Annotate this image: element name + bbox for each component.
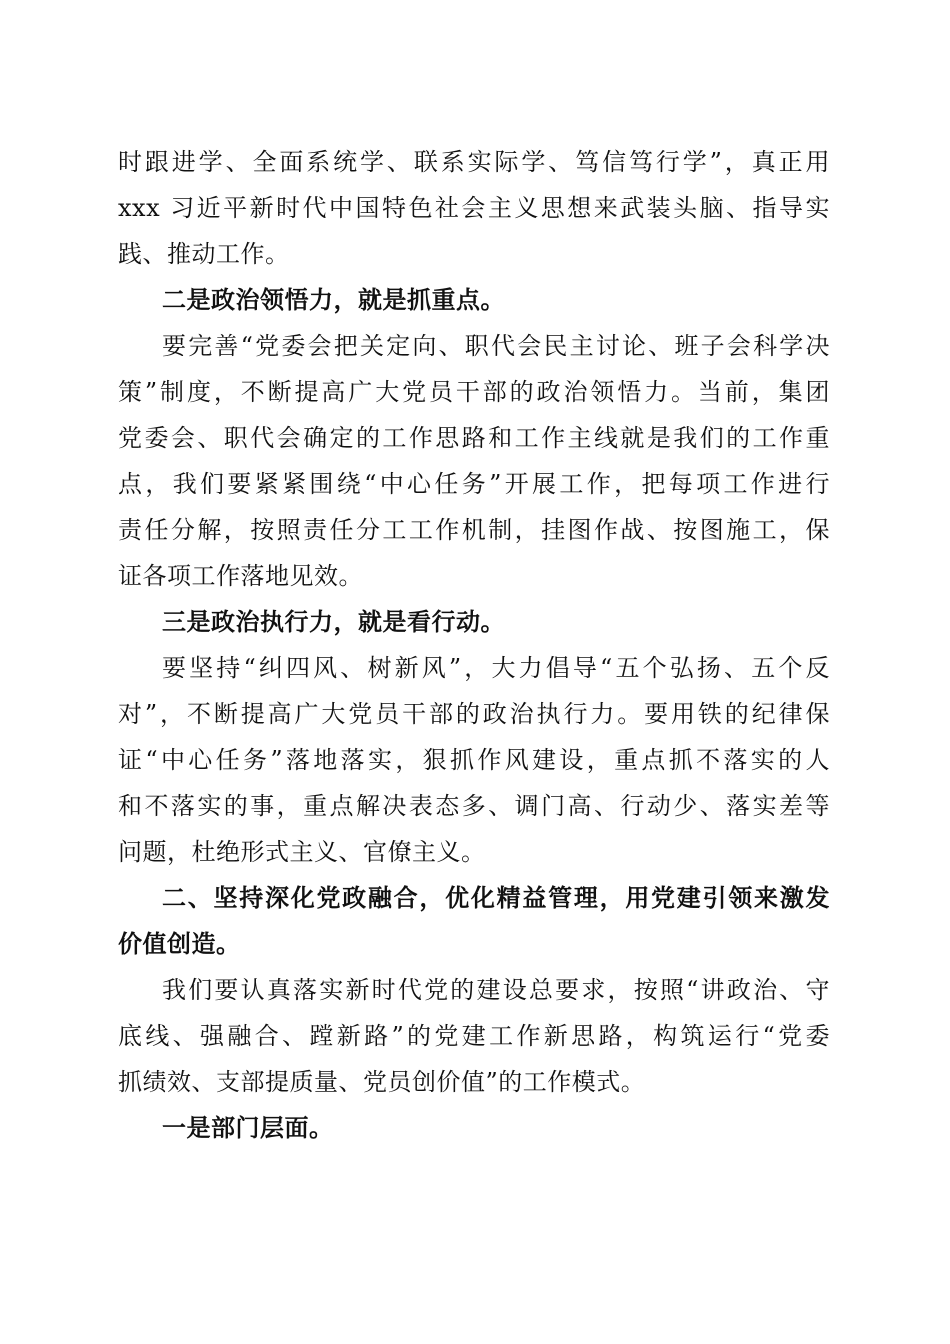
paragraph-line: 要坚持“纠四风、树新风”，大力倡导“五个弘扬、五个反 (162, 654, 830, 682)
paragraph-line: 抓绩效、支部提质量、党员创价值”的工作模式。 (118, 1068, 646, 1096)
paragraph-line: 党委会、职代会确定的工作思路和工作主线就是我们的工作重 (118, 424, 830, 452)
paragraph-line: 证各项工作落地见效。 (118, 562, 363, 590)
document-body (118, 139, 830, 1151)
paragraph-line: 我们要认真落实新时代党的建设总要求，按照“讲政治、守 (162, 976, 830, 1004)
paragraph-line: 责任分解，按照责任分工工作机制，挂图作战、按图施工，保 (118, 516, 830, 544)
paragraph-line: 要完善“党委会把关定向、职代会民主讨论、班子会科学决 (162, 332, 830, 360)
paragraph-line: 点，我们要紧紧围绕“中心任务”开展工作，把每项工作进行 (118, 470, 830, 498)
paragraph-line: 对”，不断提高广大党员干部的政治执行力。要用铁的纪律保 (118, 700, 830, 728)
paragraph-line: 问题，杜绝形式主义、官僚主义。 (118, 838, 486, 866)
paragraph-line: 底线、强融合、蹚新路”的党建工作新思路，构筑运行“党委 (118, 1022, 830, 1050)
subheading-political-comprehension: 二是政治领悟力，就是抓重点。 (162, 285, 505, 314)
paragraph-line: 和不落实的事，重点解决表态多、调门高、行动少、落实差等 (118, 792, 830, 820)
section-heading-party-integration: 二、坚持深化党政融合，优化精益管理，用党建引领来激发 (162, 884, 830, 912)
paragraph-line: xxx 习近平新时代中国特色社会主义思想来武装头脑、指导实 (118, 194, 830, 222)
subheading-political-execution: 三是政治执行力，就是看行动。 (162, 607, 505, 636)
paragraph-line: 证“中心任务”落地落实，狠抓作风建设，重点抓不落实的人 (118, 746, 830, 774)
paragraph-line: 策”制度，不断提高广大党员干部的政治领悟力。当前，集团 (118, 378, 830, 406)
section-heading-party-integration-cont: 价值创造。 (118, 930, 241, 958)
paragraph-line: 时跟进学、全面系统学、联系实际学、笃信笃行学”，真正用 (118, 148, 830, 176)
subheading-department-level: 一是部门层面。 (162, 1113, 334, 1142)
paragraph-line: 践、推动工作。 (118, 240, 290, 268)
